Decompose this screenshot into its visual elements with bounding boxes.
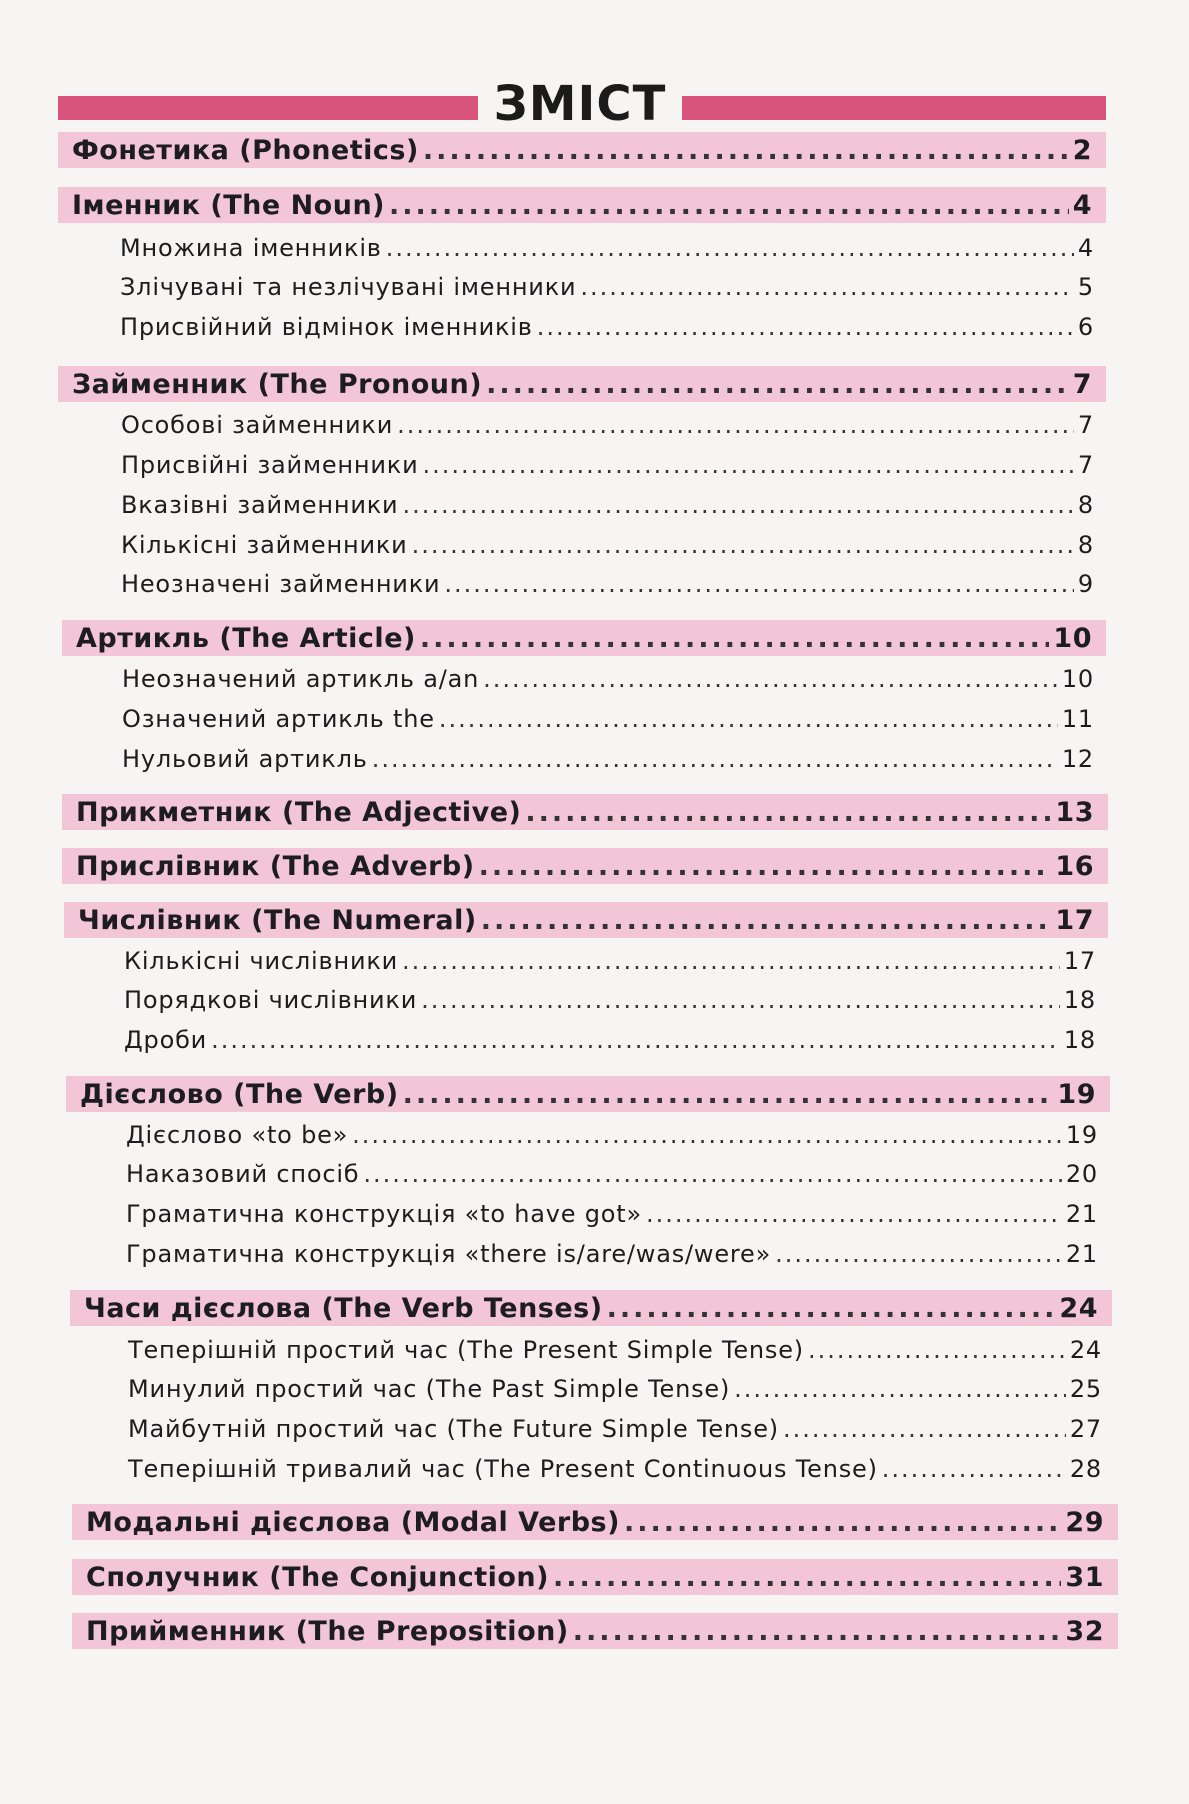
toc-subentry xyxy=(126,1118,1112,1152)
toc-page-number: 2 xyxy=(1072,134,1092,166)
toc-entry-title: Злічувані та незлічувані іменники xyxy=(120,273,577,301)
title-accent-bar-right xyxy=(682,96,1106,120)
toc-subentry xyxy=(128,1372,1116,1406)
toc-subentry xyxy=(124,1023,1110,1057)
toc-entry-title: Означений артикль the xyxy=(122,705,435,733)
toc-page-number: 17 xyxy=(1063,947,1096,975)
toc-entry-title: Порядкові числівники xyxy=(124,986,418,1014)
dot-leader xyxy=(734,1375,1066,1403)
dot-leader xyxy=(372,745,1058,773)
toc-subentry xyxy=(126,1237,1112,1271)
toc-subentry xyxy=(121,528,1108,562)
dot-leader xyxy=(607,1293,1056,1324)
toc-subentry xyxy=(128,1412,1116,1446)
toc-section-heading xyxy=(58,187,1106,223)
toc-section-heading xyxy=(62,620,1106,656)
toc-entry-title: Присвійні займенники xyxy=(121,451,419,479)
toc-page-number: 7 xyxy=(1077,411,1094,439)
dot-leader xyxy=(420,623,1050,654)
dot-leader xyxy=(422,451,1073,479)
dot-leader xyxy=(363,1160,1061,1188)
toc-subentry xyxy=(128,1452,1116,1486)
toc-page-number: 18 xyxy=(1063,1026,1096,1054)
toc-subentry xyxy=(121,567,1108,601)
toc-subentry xyxy=(128,1333,1116,1367)
toc-entry-title: Граматична конструкція «there is/are/was/were» xyxy=(126,1240,772,1268)
dot-leader xyxy=(483,665,1058,693)
toc-page-number: 8 xyxy=(1077,531,1094,559)
toc-page-number: 29 xyxy=(1065,1506,1104,1538)
toc-entry-title: Фонетика (Phonetics) xyxy=(72,134,419,166)
dot-leader xyxy=(402,947,1060,975)
toc-entry-title: Дієслово (The Verb) xyxy=(80,1078,399,1110)
dot-leader xyxy=(412,531,1074,559)
toc-entry-title: Прийменник (The Preposition) xyxy=(86,1615,569,1647)
dot-leader xyxy=(481,905,1052,936)
toc-entry-title: Майбутній простий час (The Future Simple Tense) xyxy=(128,1415,779,1443)
dot-leader xyxy=(439,705,1058,733)
toc-entry-title: Модальні дієслова (Modal Verbs) xyxy=(86,1506,620,1538)
toc-page-number: 17 xyxy=(1055,904,1094,936)
dot-leader xyxy=(397,411,1074,439)
toc-subentry xyxy=(122,702,1108,736)
toc-page-number: 9 xyxy=(1077,570,1094,598)
toc-entry-title: Кількісні числівники xyxy=(124,947,399,975)
toc-entry-title: Прислівник (The Adverb) xyxy=(76,850,475,882)
dot-leader xyxy=(402,491,1073,519)
toc-page-number: 21 xyxy=(1065,1240,1098,1268)
dot-leader xyxy=(553,1562,1061,1593)
toc-entry-title: Дієслово «to be» xyxy=(126,1121,349,1149)
toc-entry-title: Множина іменників xyxy=(120,234,382,262)
dot-leader xyxy=(444,570,1074,598)
toc-page-number: 28 xyxy=(1069,1455,1102,1483)
dot-leader xyxy=(573,1616,1062,1647)
toc-section-heading xyxy=(66,1076,1110,1112)
dot-leader xyxy=(211,1026,1060,1054)
toc-entry-title: Прикметник (The Adjective) xyxy=(76,796,522,828)
toc-page-number: 32 xyxy=(1065,1615,1104,1647)
toc-page-number: 6 xyxy=(1077,313,1094,341)
toc-page-number: 31 xyxy=(1065,1561,1104,1593)
toc-subentry xyxy=(121,488,1108,522)
toc-page-number: 18 xyxy=(1063,986,1096,1014)
toc-page-number: 12 xyxy=(1061,745,1094,773)
toc-page-number: 24 xyxy=(1059,1292,1098,1324)
toc-entry-title: Теперішній тривалий час (The Present Continuous Tense) xyxy=(128,1455,878,1483)
dot-leader xyxy=(386,234,1074,262)
toc-subentry xyxy=(122,742,1108,776)
page-title: ЗМІСТ xyxy=(493,76,667,132)
dot-leader xyxy=(646,1200,1062,1228)
dot-leader xyxy=(423,135,1069,166)
toc-section-heading xyxy=(58,366,1106,402)
toc-page-number: 7 xyxy=(1077,451,1094,479)
toc-page-number: 24 xyxy=(1069,1336,1102,1364)
toc-page-number: 4 xyxy=(1072,189,1092,221)
toc-subentry xyxy=(120,310,1108,344)
toc-page-number: 25 xyxy=(1069,1375,1102,1403)
dot-leader xyxy=(537,313,1074,341)
dot-leader xyxy=(808,1336,1066,1364)
toc-page-number: 4 xyxy=(1077,234,1094,262)
toc-subentry xyxy=(121,408,1108,442)
toc-entry-title: Неозначені займенники xyxy=(121,570,441,598)
toc-section-heading xyxy=(58,132,1106,168)
toc-entry-title: Неозначений артикль a/an xyxy=(122,665,480,693)
dot-leader xyxy=(525,797,1051,828)
dot-leader xyxy=(783,1415,1066,1443)
toc-subentry xyxy=(120,231,1108,265)
toc-entry-title: Сполучник (The Conjunction) xyxy=(86,1561,549,1593)
dot-leader xyxy=(479,851,1052,882)
toc-section-heading xyxy=(70,1290,1112,1326)
toc-page-number: 5 xyxy=(1077,273,1094,301)
toc-subentry xyxy=(126,1157,1112,1191)
toc-page-number: 20 xyxy=(1065,1160,1098,1188)
toc-page-number: 7 xyxy=(1072,368,1092,400)
toc-page-number: 16 xyxy=(1055,850,1094,882)
toc-entry-title: Минулий простий час (The Past Simple Tense) xyxy=(128,1375,731,1403)
dot-leader xyxy=(421,986,1060,1014)
toc-entry-title: Наказовий спосіб xyxy=(126,1160,360,1188)
dot-leader xyxy=(403,1079,1054,1110)
toc-section-heading xyxy=(72,1613,1118,1649)
toc-subentry xyxy=(124,983,1110,1017)
toc-entry-title: Кількісні займенники xyxy=(121,531,408,559)
dot-leader xyxy=(580,273,1074,301)
toc-page-number: 10 xyxy=(1061,665,1094,693)
toc-entry-title: Присвійний відмінок іменників xyxy=(120,313,533,341)
toc-page-number: 21 xyxy=(1065,1200,1098,1228)
toc-section-heading xyxy=(72,1504,1118,1540)
toc-entry-title: Нульовий артикль xyxy=(122,745,368,773)
toc-subentry xyxy=(122,662,1108,696)
toc-subentry xyxy=(120,270,1108,304)
dot-leader xyxy=(624,1507,1061,1538)
toc-entry-title: Особові займенники xyxy=(121,411,394,439)
dot-leader xyxy=(882,1455,1066,1483)
toc-entry-title: Вказівні займенники xyxy=(121,491,399,519)
toc-section-heading xyxy=(62,794,1108,830)
toc-subentry xyxy=(126,1197,1112,1231)
toc-subentry xyxy=(121,448,1108,482)
toc-entry-title: Дроби xyxy=(124,1026,208,1054)
toc-entry-title: Артикль (The Article) xyxy=(76,622,416,654)
toc-page-number: 19 xyxy=(1057,1078,1096,1110)
toc-entry-title: Числівник (The Numeral) xyxy=(78,904,477,936)
toc-section-heading xyxy=(62,848,1108,884)
toc-section-heading xyxy=(64,902,1108,938)
toc-entry-title: Теперішній простий час (The Present Simple Tense) xyxy=(128,1336,804,1364)
toc-page-number: 19 xyxy=(1065,1121,1098,1149)
dot-leader xyxy=(775,1240,1062,1268)
toc-page-number: 10 xyxy=(1053,622,1092,654)
dot-leader xyxy=(486,369,1069,400)
toc-entry-title: Займенник (The Pronoun) xyxy=(72,368,483,400)
toc-page-number: 27 xyxy=(1069,1415,1102,1443)
toc-entry-title: Іменник (The Noun) xyxy=(72,189,386,221)
title-accent-bar-left xyxy=(58,96,478,120)
dot-leader xyxy=(389,190,1069,221)
toc-section-heading xyxy=(72,1559,1118,1595)
toc-page-number: 8 xyxy=(1077,491,1094,519)
toc-subentry xyxy=(124,944,1110,978)
toc-page-number: 13 xyxy=(1055,796,1094,828)
toc-page-number: 11 xyxy=(1061,705,1094,733)
dot-leader xyxy=(352,1121,1062,1149)
toc-entry-title: Граматична конструкція «to have got» xyxy=(126,1200,642,1228)
toc-entry-title: Часи дієслова (The Verb Tenses) xyxy=(84,1292,603,1324)
